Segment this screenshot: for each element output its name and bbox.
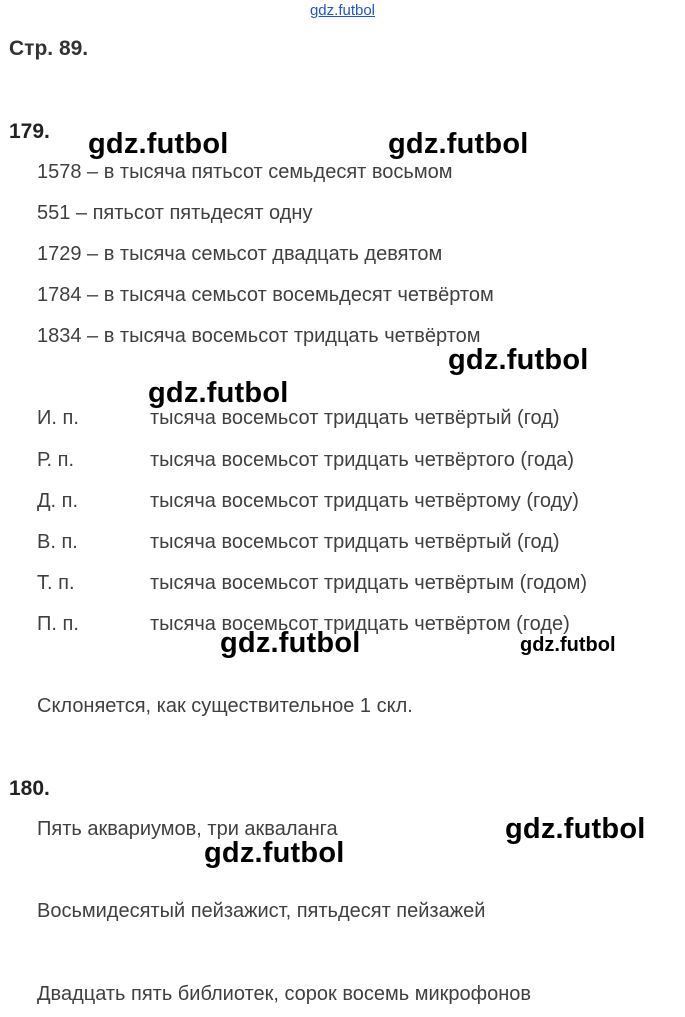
ex180-line-1: Пять аквариумов, три акваланга bbox=[37, 818, 338, 840]
case-text-dative: тысяча восемьсот тридцать четвёртому (году) bbox=[150, 490, 579, 512]
site-link[interactable]: gdz.futbol bbox=[309, 2, 376, 19]
ex179-line-2: 551 – пятьсот пятьдесят одну bbox=[37, 202, 313, 224]
watermark: gdz.futbol bbox=[88, 128, 229, 160]
ex180-line-3: Двадцать пять библиотек, сорок восемь микрофонов bbox=[37, 983, 532, 1005]
ex180-line-2: Восьмидесятый пейзажист, пятьдесят пейзажей bbox=[37, 900, 486, 922]
case-text-accusative: тысяча восемьсот тридцать четвёртый (год) bbox=[150, 531, 560, 553]
case-text-genitive: тысяча восемьсот тридцать четвёртого (года) bbox=[150, 449, 575, 471]
page-label: Стр. 89. bbox=[9, 37, 89, 60]
ex179-line-4: 1784 – в тысяча семьсот восемьдесят четвёртом bbox=[37, 284, 494, 306]
case-label-genitive: Р. п. bbox=[37, 449, 75, 471]
case-label-instrumental: Т. п. bbox=[37, 572, 75, 594]
exercise-180-number: 180. bbox=[9, 777, 50, 800]
ex179-line-1: 1578 – в тысяча пятьсот семьдесят восьмом bbox=[37, 161, 453, 183]
watermark: gdz.futbol bbox=[505, 813, 646, 845]
watermark: gdz.futbol bbox=[388, 128, 529, 160]
case-label-accusative: В. п. bbox=[37, 531, 78, 553]
watermark: gdz.futbol bbox=[220, 627, 361, 659]
case-text-prepositional: тысяча восемьсот тридцать четвёртом (годе) bbox=[150, 613, 570, 635]
exercise-179-number: 179. bbox=[9, 120, 50, 143]
ex179-note: Склоняется, как существительное 1 скл. bbox=[37, 695, 413, 717]
case-text-nominative: тысяча восемьсот тридцать четвёртый (год) bbox=[150, 407, 560, 429]
watermark: gdz.futbol bbox=[148, 377, 289, 409]
ex179-line-3: 1729 – в тысяча семьсот двадцать девятом bbox=[37, 243, 443, 265]
case-label-nominative: И. п. bbox=[37, 407, 79, 429]
case-label-prepositional: П. п. bbox=[37, 613, 79, 635]
watermark: gdz.futbol bbox=[204, 837, 345, 869]
case-text-instrumental: тысяча восемьсот тридцать четвёртым (годом) bbox=[150, 572, 588, 594]
watermark: gdz.futbol bbox=[520, 634, 616, 656]
case-label-dative: Д. п. bbox=[37, 490, 79, 512]
ex179-line-5: 1834 – в тысяча восемьсот тридцать четвёртом bbox=[37, 325, 481, 347]
watermark: gdz.futbol bbox=[448, 344, 589, 376]
